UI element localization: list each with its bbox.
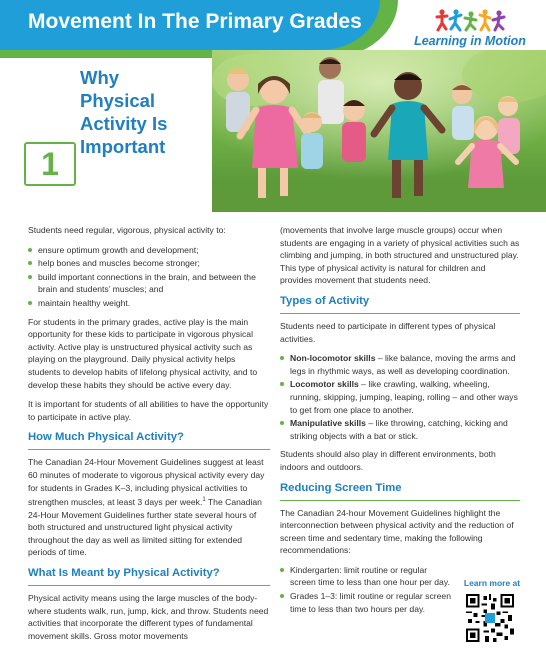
section-number-box	[24, 142, 76, 186]
paragraph: (movements that involve large muscle groups) occur when students are engaging in a variety of physical activities such as climbing and jumping, in both structured and unstructured play. This type of physical activity is natural for children and provides movement that students need.	[280, 225, 520, 286]
learn-more-label: Learn more at	[463, 578, 521, 588]
paragraph	[28, 456, 270, 559]
list-item: maintain healthy weight.	[28, 297, 270, 310]
section-title-line: Physical	[80, 90, 156, 111]
paragraph: Students need to participate in different types of physical activities.	[280, 320, 496, 344]
paragraph: It is important for students of all abilities to have the opportunity to participate in active play.	[28, 399, 269, 422]
skill-desc: – like crawling, walking, wheeling, running, skipping, jumping, leaping, rolling – and other ways to get from one place to another.	[290, 379, 518, 415]
photo-illustration	[212, 50, 546, 212]
screen-time-list	[280, 564, 452, 615]
right-column	[280, 224, 520, 621]
skill-name: Non-locomotor skills	[290, 353, 376, 364]
intro-text: Students need regular, vigorous, physical activity to:	[28, 225, 226, 235]
heading-rule	[280, 500, 520, 501]
list-item: ensure optimum growth and development;	[28, 244, 270, 257]
active-figures-icon	[434, 8, 506, 32]
heading-rule	[280, 313, 520, 314]
paragraph-text: The Canadian 24-Hour Movement Guidelines further state several hours of both structured and unstructured light physical activity throughout the day as well as limited sitting for extended periods of time.	[28, 496, 262, 558]
heading-rule	[28, 449, 270, 450]
left-column	[28, 224, 270, 649]
learning-in-motion-logo	[414, 6, 526, 54]
paragraph: Physical activity means using the large muscles of the body- where students walk, run, jump, kick, and throw. Students need activities that incorporate the different types of fundamental movement skills. Gross motor movements	[28, 592, 269, 641]
section-title	[80, 66, 210, 158]
qr-code-icon[interactable]	[466, 594, 514, 642]
heading-types: Types of Activity	[280, 294, 370, 307]
heading-how-much: How Much Physical Activity?	[28, 431, 184, 444]
heading-rule	[28, 585, 270, 586]
section-number: 1	[41, 146, 59, 182]
list-item: Kindergarten: limit routine or regular screen time to less than one hour per day.	[280, 564, 452, 589]
children-running-photo	[212, 50, 546, 212]
skill-desc: – like balance, moving the arms and legs in rhythmic ways, as well as developing coordination.	[290, 353, 516, 376]
skill-name: Locomotor skills	[290, 379, 359, 390]
heading-what-is: What Is Meant by Physical Activity?	[28, 566, 220, 579]
paragraph: Students should also play in different environments, both indoors and outdoors.	[280, 449, 496, 472]
skills-list	[280, 352, 520, 442]
list-item	[280, 417, 520, 442]
banner-title: Movement In The Primary Grades	[28, 10, 362, 33]
list-item: build important connections in the brain, and between the brain and students’ muscles; and	[28, 271, 270, 296]
list-item: help bones and muscles become stronger;	[28, 257, 270, 270]
list-item	[280, 352, 520, 377]
heading-screen-time: Reducing Screen Time	[280, 481, 402, 494]
section-title-line: Important	[80, 136, 166, 157]
footnote-marker: 1	[202, 497, 206, 504]
skill-desc: – like throwing, catching, kicking and striking objects with a bat or stick.	[290, 418, 508, 441]
logo-text: Learning in Motion	[414, 34, 526, 48]
needs-list	[28, 244, 270, 310]
skill-name: Manipulative skills	[290, 418, 366, 429]
section-title-line: Activity Is	[80, 113, 168, 134]
paragraph: For students in the primary grades, active play is the main opportunity for these kids to participate in vigorous physical activity. Active play is unstructured physical activity such as playing on the playground. Daily physical activity helps students to develop habits of lifelong physical activity, and to develop these habits they should be active every day.	[28, 316, 258, 390]
paragraph: The Canadian 24-hour Movement Guidelines highlight the interconnection between physical activity and the reduction of screen time and sedentary time, making the following recommendations:	[280, 507, 514, 556]
list-item	[280, 378, 520, 416]
list-item: Grades 1–3: limit routine or regular screen time to less than two hours per day.	[280, 590, 452, 615]
section-title-line: Why	[80, 67, 120, 88]
paragraph-text: The Canadian 24-Hour Movement Guidelines suggest at least 60 minutes of moderate to vigorous physical activity every day for students in Grades K–3, including physical activities to strengthen muscles, at least 3 days per week.	[28, 457, 265, 507]
